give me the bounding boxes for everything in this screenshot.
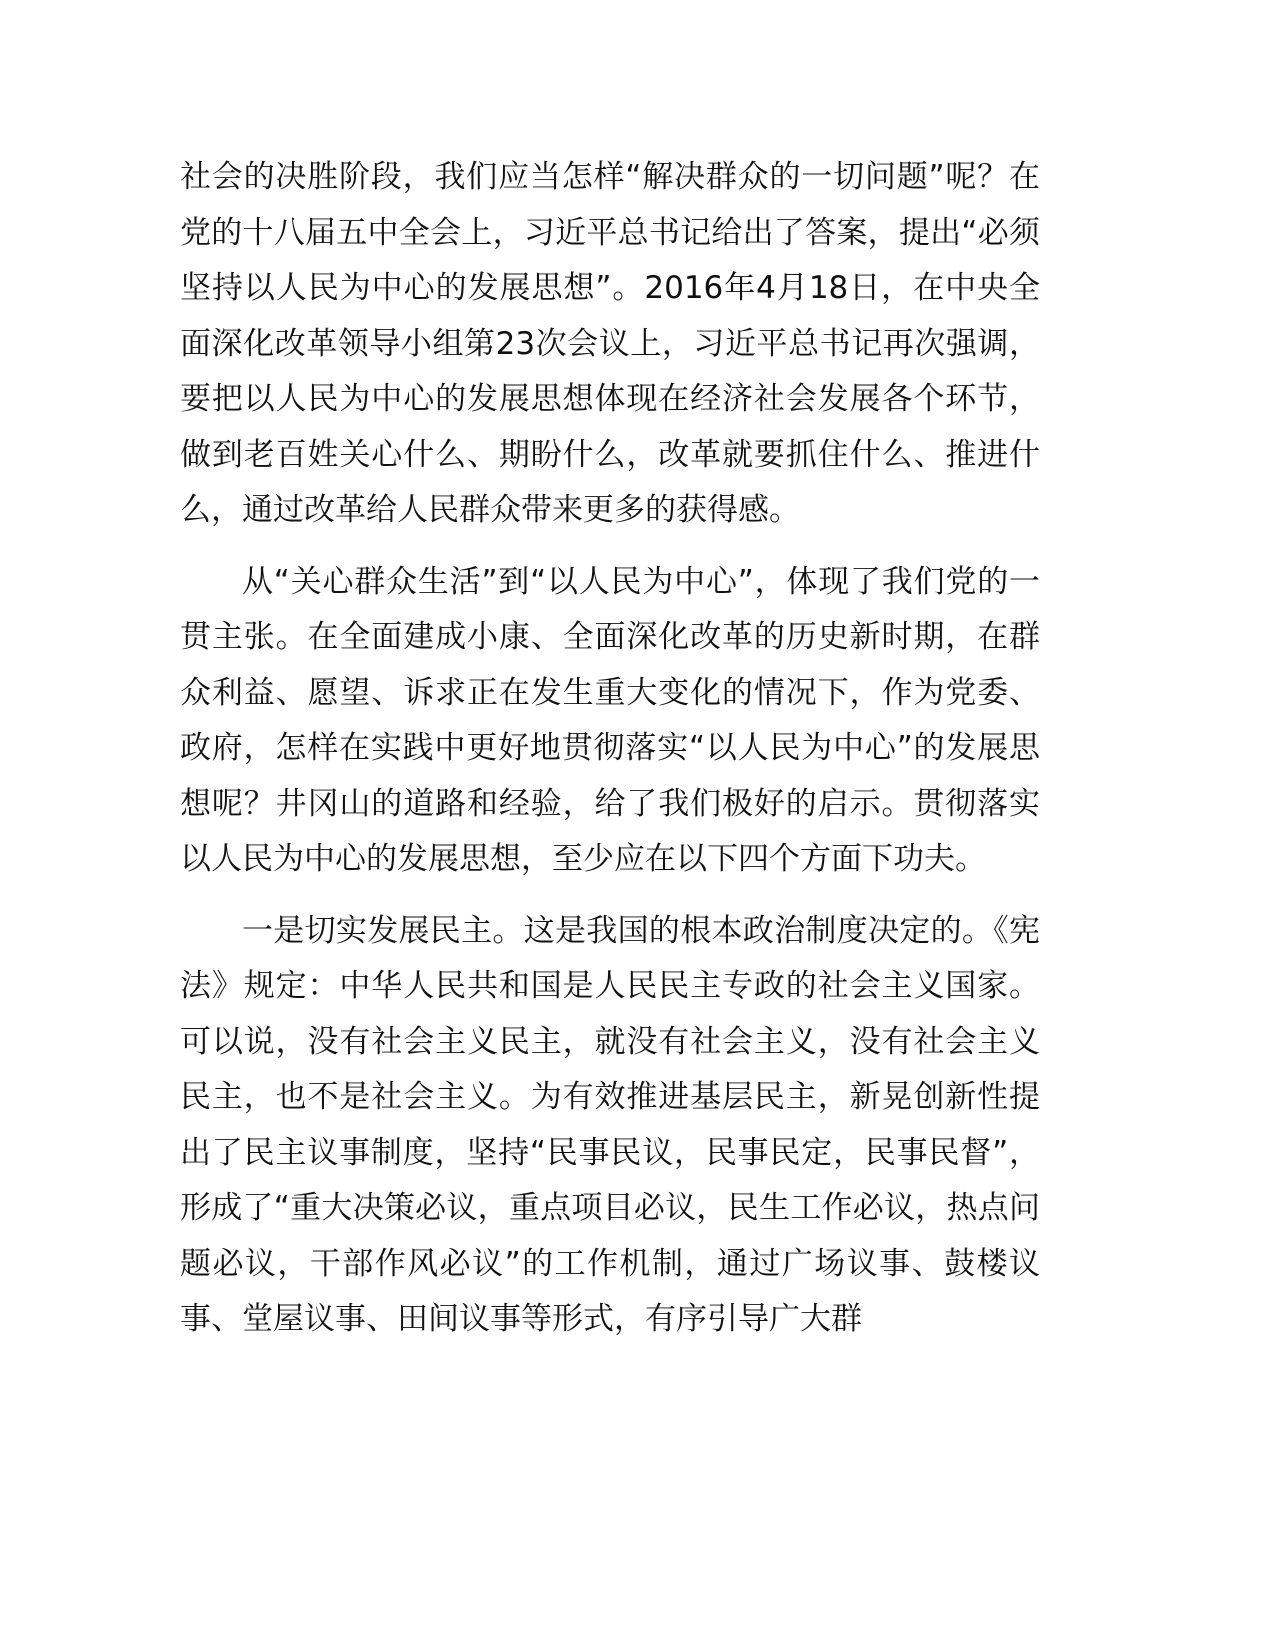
paragraph-3: 一是切实发展民主。这是我国的根本政治制度决定的。《宪法》规定：中华人民共和国是人民民主专政的社会主义国家。可以说，没有社会主义民主，就没有社会主义，没有社会主义民主，也不是社会主义。为有效推进基层民主，新晃创新性提出了民主议事制度，坚持“民事民议，民事民定，民事民督”，形成了“重大决策必议，重点项目必议，民生工作必议，热点问题必议，干部作风必议”的工作机制，通过广场议事、鼓楼议事、堂屋议事、田间议事等形式，有序引导广大群 — [180, 912, 1040, 1337]
paragraph-1: 社会的决胜阶段，我们应当怎样“解决群众的一切问题”呢？在党的十八届五中全会上，习近平总书记给出了答案，提出“必须坚持以人民为中心的发展思想”。2016年4月18日，在中央全面深化改革领导小组第23次会议上，习近平总书记再次强调，要把以人民为中心的发展思想体现在经济社会发展各个环节，做到老百姓关心什么、期盼什么，改革就要抓住什么、推进什么，通过改革给人民群众带来更多的获得感。 — [180, 159, 1040, 528]
paragraph-2: 从“关心群众生活”到“以人民为中心”，体现了我们党的一贯主张。在全面建成小康、全面深化改革的历史新时期，在群众利益、愿望、诉求正在发生重大变化的情况下，作为党委、政府，怎样在实践中更好地贯彻落实“以人民为中心”的发展思想呢？井冈山的道路和经验，给了我们极好的启示。贯彻落实以人民为中心的发展思想，至少应在以下四个方面下功夫。 — [180, 563, 1040, 877]
body-text — [180, 150, 1040, 1348]
